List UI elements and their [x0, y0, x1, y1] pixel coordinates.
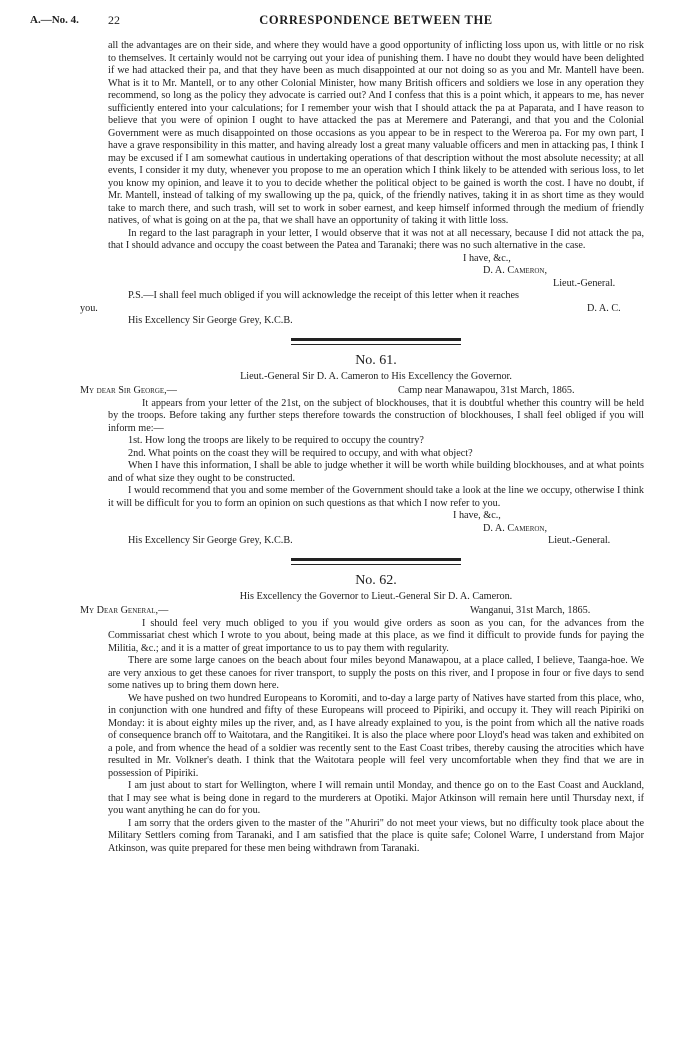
signer: D. A. Cameron, — [483, 522, 548, 534]
paragraph: I am sorry that the orders given to the master of the "Ahuriri" do not meet your views, but no difficulty took place about the Military Settlers coming from Taranaki, and I am satisfied that the place is quite safe; Colonel Warre, I understand from Major Atkinson, was quite prepared for these men being withdrawn from Taranaki. — [108, 817, 644, 854]
paragraph: I am just about to start for Wellington, where I will remain until Monday, and thence go on to the East Coast and Auckland, that I may see what is being done in regard to the murderers at Opotiki. Major Atkinson will remain here until Thursday next, if you want anything he can do for you. — [108, 780, 644, 816]
paragraph: I should feel very much obliged to you if you would give orders as soon as you can, for the advances from the Commissariat chest which I wrote to you about, being made at this place, as we find it difficult to provide funds for paying the Militia, &c.; and it is a matter of great importance to us to pay them with regularity. — [108, 617, 644, 654]
place-date: Wanganui, 31st March, 1865. — [470, 605, 591, 616]
place-date: Camp near Manawapou, 31st March, 1865. — [398, 385, 575, 396]
addressee: His Excellency Sir George Grey, K.C.B. — [128, 535, 293, 546]
page-header — [30, 13, 644, 40]
list-item: 2nd. What points on the coast they will be required to occupy, and with what object? — [128, 447, 473, 459]
paper-reference: A.—No. 4. — [30, 14, 79, 26]
paragraph: all the advantages are on their side, and where they would have a good opportunity of inflicting loss upon us, with little or no risk to themselves. It certainly would not be carrying out your idea of punishing them. I have no doubt they would have been delighted if we had attacked their pa, and that they have been as much disappointed at our not doing so as you and Mr. Mantell have been. What is it to Mr. Mantell, or to any other Colonial Minister, how many British officers and soldiers we lose in any operation they recommend, so long as the policy they advocate is carried out? And I confess that this is a point which, it appears to me, has never sufficiently entered into your calculations; for I remember your wish that I should attack the pa at Paparata, and I have reason to believe that you were of opinion I ought to have attacked the pas at Meremere and Paterangi, and that you and the Colonial Government were as much disappointed on those occasions as you appear to be in respect to the Wereroa pa. For my own part, I have a grave responsibility in this matter, and having already lost a great many valuable officers and men in attacking pas, I think I may be excused if I am somewhat cautious in undertaking operations of that description without the most absolute necessity; at all events, I consider it my duty, whenever you propose to me an operation which I think likely to be attended with serious loss, to let you know my opinion, and leave it to you to decide whether the political object to be gained is worth the cost. I have no doubt, if Mr. Mantell, instead of talking of my swallowing up the pa, quick, of the friendly natives, taking it in as short time as they would take to march there, and such trash, will set to work in sober earnest, and keep himself informed through the medium of friendly natives, of what is going on at the pa, that we shall have an opportunity of taking it with little loss. — [108, 40, 644, 226]
paragraph: We have pushed on two hundred Europeans to Koromiti, and to-day a large party of Natives have started from this place, who, in conjunction with one hundred and fifty of these Europeans will proceed to Pipiriki, and occupy it. They will reach Pipiriki on Monday: it is about eighty miles up the river, and, as I have already explained to you, is the point from which all the native roads of consequence branch off to Waitotara, and the Rangitikei. It is also the place where poor Lloyd's head was taken and exhibited on a pole, and from whence the head of a soldier was recently sent to the East Coast tribes, thereby causing the atrocities which have resulted in Mr. Volkner's death. I think that the Waitotara people will feel very uncomfortable when they find that we are in possession of Pipiriki. — [108, 692, 644, 779]
salutation: My Dear General,— — [80, 605, 169, 616]
letter-61 — [80, 352, 644, 548]
list-item: 1st. How long the troops are likely to be required to occupy the country? — [128, 435, 424, 446]
section-divider — [291, 558, 461, 561]
page-number: 22 — [108, 13, 120, 27]
letter-heading: His Excellency the Governor to Lieut.-General Sir D. A. Cameron. — [239, 590, 513, 602]
postscript-end: you. — [80, 302, 98, 314]
signer-rank: Lieut.-General. — [553, 277, 616, 289]
salutation: My dear Sir George,— — [80, 385, 177, 396]
section-divider — [291, 344, 461, 345]
addressee: His Excellency Sir George Grey, K.C.B. — [128, 315, 293, 326]
closing: I have, &c., — [453, 510, 501, 521]
section-divider — [291, 338, 461, 341]
running-title: CORRESPONDENCE BETWEEN THE — [259, 13, 493, 27]
letter-number: No. 61. — [355, 352, 397, 368]
signer: D. A. Cameron, — [483, 265, 548, 276]
postscript-initials: D. A. C. — [587, 302, 621, 314]
paragraph: In regard to the last paragraph in your letter, I would observe that it was not at all necessary, because I did not attack the pa, that I should advance and occupy the coast between the Patea and Taranaki; there was no such alternative in the case. — [108, 227, 644, 251]
closing: I have, &c., — [463, 252, 511, 264]
postscript: P.S.—I shall feel much obliged if you will acknowledge the receipt of this letter when it reaches — [128, 290, 519, 301]
section-divider — [291, 564, 461, 565]
paragraph: It appears from your letter of the 21st, on the subject of blockhouses, that it is doubtful whether this country will be held by the troops. Before taking any further steps therefore towards the construction of blockhouses, I shall feel obliged if you will inform me:— — [108, 397, 644, 434]
letter-heading: Lieut.-General Sir D. A. Cameron to His Excellency the Governor. — [240, 370, 512, 382]
letter-60-continuation — [80, 40, 644, 328]
paragraph: When I have this information, I shall be able to judge whether it will be worth while building blockhouses, and at what points and of what size they ought to be constructed. — [108, 460, 644, 484]
signer-rank: Lieut.-General. — [548, 535, 611, 546]
paragraph: There are some large canoes on the beach about four miles beyond Manawapou, at a place called, I believe, Taanga-hoe. We are very anxious to get these canoes for river transport, to supply the posts on this river, and I propose in four or five days to send some natives up to bring them down here. — [108, 655, 644, 691]
letter-62 — [80, 572, 644, 856]
letter-number: No. 62. — [355, 572, 397, 588]
paragraph: I would recommend that you and some member of the Government should take a look at the line we occupy, otherwise I think it will be difficult for you to form an opinion on such questions as that which I now refer to you. — [108, 485, 644, 509]
